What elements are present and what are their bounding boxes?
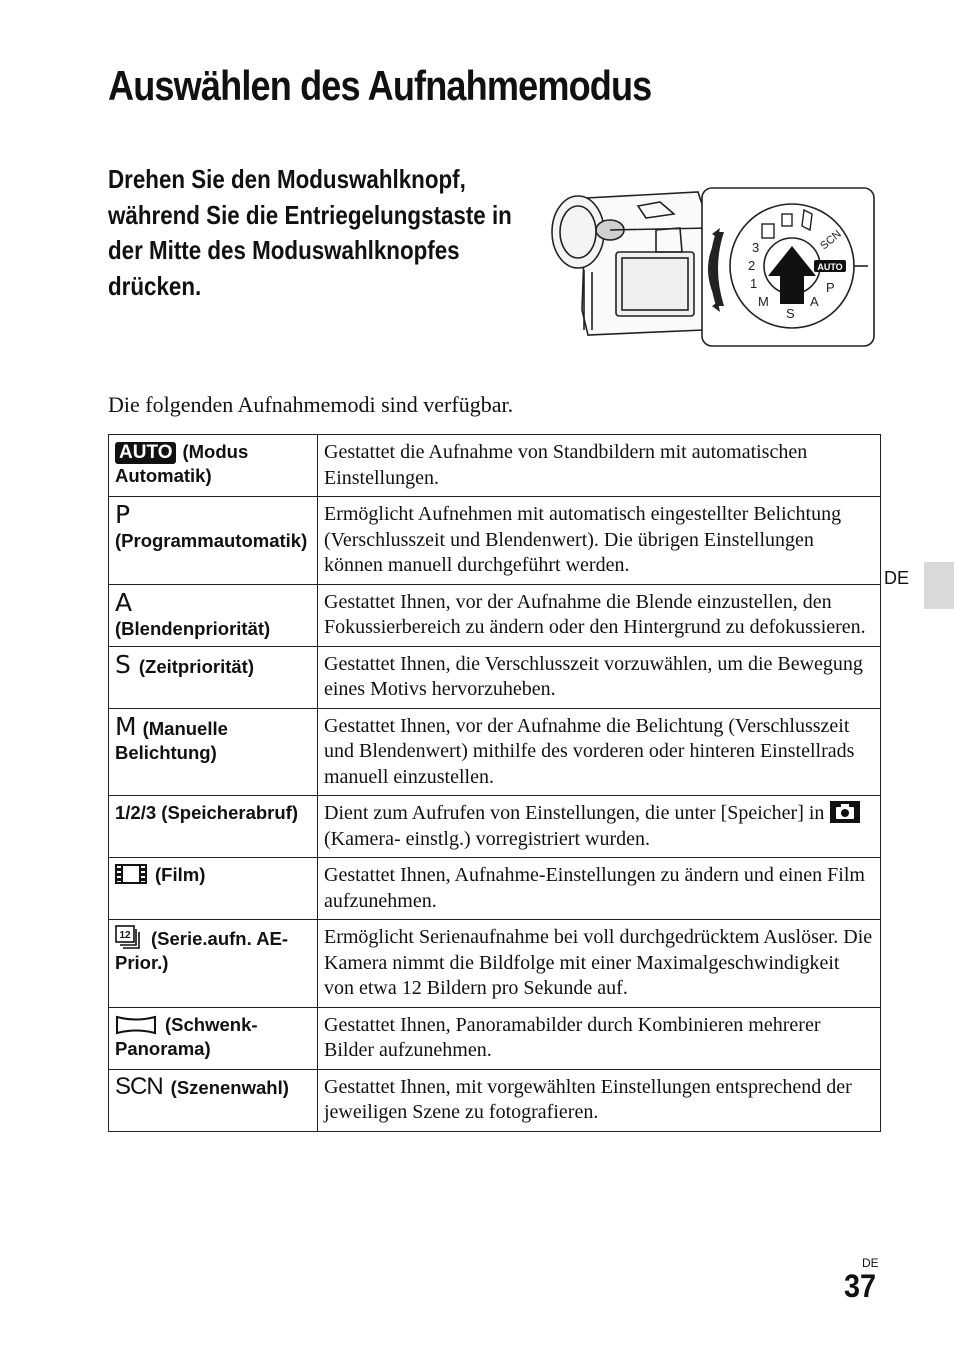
mode-label: (Serie.aufn. AE-Prior.)	[115, 928, 289, 973]
language-label: DE	[884, 568, 910, 588]
table-row	[109, 497, 881, 585]
m-icon: M	[115, 711, 137, 741]
continuous-priority-icon	[115, 925, 145, 949]
mode-description: Gestattet Ihnen, vor der Aufnahme die Blende einzustellen, den Fokussierbereich zu ändern oder den Hintergrund zu defokussieren.	[318, 584, 881, 646]
mode-description: Ermöglicht Aufnehmen mit automatisch eingestellter Belichtung (Verschlusszeit und Blendenwert). Die übrigen Einstellungen können manuell durchgeführt werden.	[318, 497, 881, 585]
mode-description: Gestattet Ihnen, die Verschlusszeit vorzuwählen, um die Bewegung eines Motivs hervorzuheben.	[318, 646, 881, 708]
table-row	[109, 584, 881, 646]
p-icon: P	[115, 500, 131, 529]
dial-auto-label: AUTO	[817, 262, 843, 272]
scn-icon: SCN	[115, 1072, 163, 1100]
table-row	[109, 435, 881, 497]
mode-label: (Zeitpriorität)	[138, 655, 254, 677]
panorama-icon	[115, 1015, 157, 1035]
a-icon: A	[115, 587, 133, 617]
mode-label: 1/2/3 (Speicherabruf)	[109, 796, 318, 858]
s-icon: S	[115, 649, 131, 679]
dial-1-label: 1	[750, 276, 758, 291]
table-row	[109, 646, 881, 708]
language-tab	[924, 562, 954, 609]
film-icon	[115, 863, 147, 885]
continuous-priority-icon-number: 12	[119, 930, 131, 941]
auto-icon: AUTO	[115, 442, 176, 464]
modes-table	[108, 434, 881, 1132]
mode-label: (Programmautomatik)	[115, 530, 308, 551]
dial-m-label: M	[758, 294, 769, 309]
mode-description: Dient zum Aufrufen von Einstellungen, die unter [Speicher] in	[324, 802, 825, 824]
instruction-text: Drehen Sie den Moduswahlknopf, während Sie die Entriegelungstaste in der Mitte des Moduswahlknopfes drücken.	[108, 164, 512, 301]
table-row	[109, 920, 881, 1008]
dial-a-label: A	[810, 294, 819, 309]
camera-mode-dial-illustration	[548, 180, 878, 352]
mode-description: Gestattet Ihnen, mit vorgewählten Einstellungen entsprechend der jeweiligen Szene zu fotografieren.	[318, 1069, 881, 1131]
mode-description: Gestattet Ihnen, Panoramabilder durch Kombinieren mehrerer Bilder aufzunehmen.	[318, 1007, 881, 1069]
table-row	[109, 796, 881, 858]
mode-label: (Film)	[155, 864, 206, 885]
page-title: Auswählen des Aufnahmemodus	[108, 62, 652, 109]
dial-3-label: 3	[752, 240, 760, 255]
mode-label: (Schwenk-Panorama)	[115, 1013, 258, 1059]
table-row	[109, 858, 881, 920]
dial-s-label: S	[786, 306, 795, 321]
page-number: 37	[844, 1268, 877, 1304]
mode-description-end: (Kamera- einstlg.) vorregistriert wurden.	[324, 827, 650, 850]
table-row	[109, 1069, 881, 1131]
table-row	[109, 1007, 881, 1069]
dial-p-label: P	[826, 280, 835, 295]
mode-description: Gestattet Ihnen, vor der Aufnahme die Belichtung (Verschlusszeit und Blendenwert) mithilfe des vorderen oder hinteren Einstellrads manuell einzustellen.	[318, 708, 881, 796]
table-row	[109, 708, 881, 796]
mode-label: (Blendenpriorität)	[115, 617, 271, 639]
mode-label: (Szenenwahl)	[170, 1076, 289, 1098]
mode-label: (Manuelle Belichtung)	[115, 717, 228, 763]
mode-description: Gestattet die Aufnahme von Standbildern mit automatischen Einstellungen.	[318, 435, 881, 497]
mode-label: (Modus Automatik)	[115, 441, 249, 486]
dial-scn-label: SCN	[818, 228, 844, 253]
page-language: DE	[862, 1256, 879, 1270]
mode-description: Ermöglicht Serienaufnahme bei voll durchgedrücktem Auslöser. Die Kamera nimmt die Bildfolge mit einer Maximalgeschwindigkeit von etwa 12 Bildern pro Sekunde auf.	[318, 920, 881, 1008]
camera-settings-icon	[830, 801, 860, 823]
intro-text: Die folgenden Aufnahmemodi sind verfügbar.	[108, 392, 514, 417]
mode-description: Gestattet Ihnen, Aufnahme-Einstellungen zu ändern und einen Film aufzunehmen.	[318, 858, 881, 920]
dial-2-label: 2	[748, 258, 756, 273]
